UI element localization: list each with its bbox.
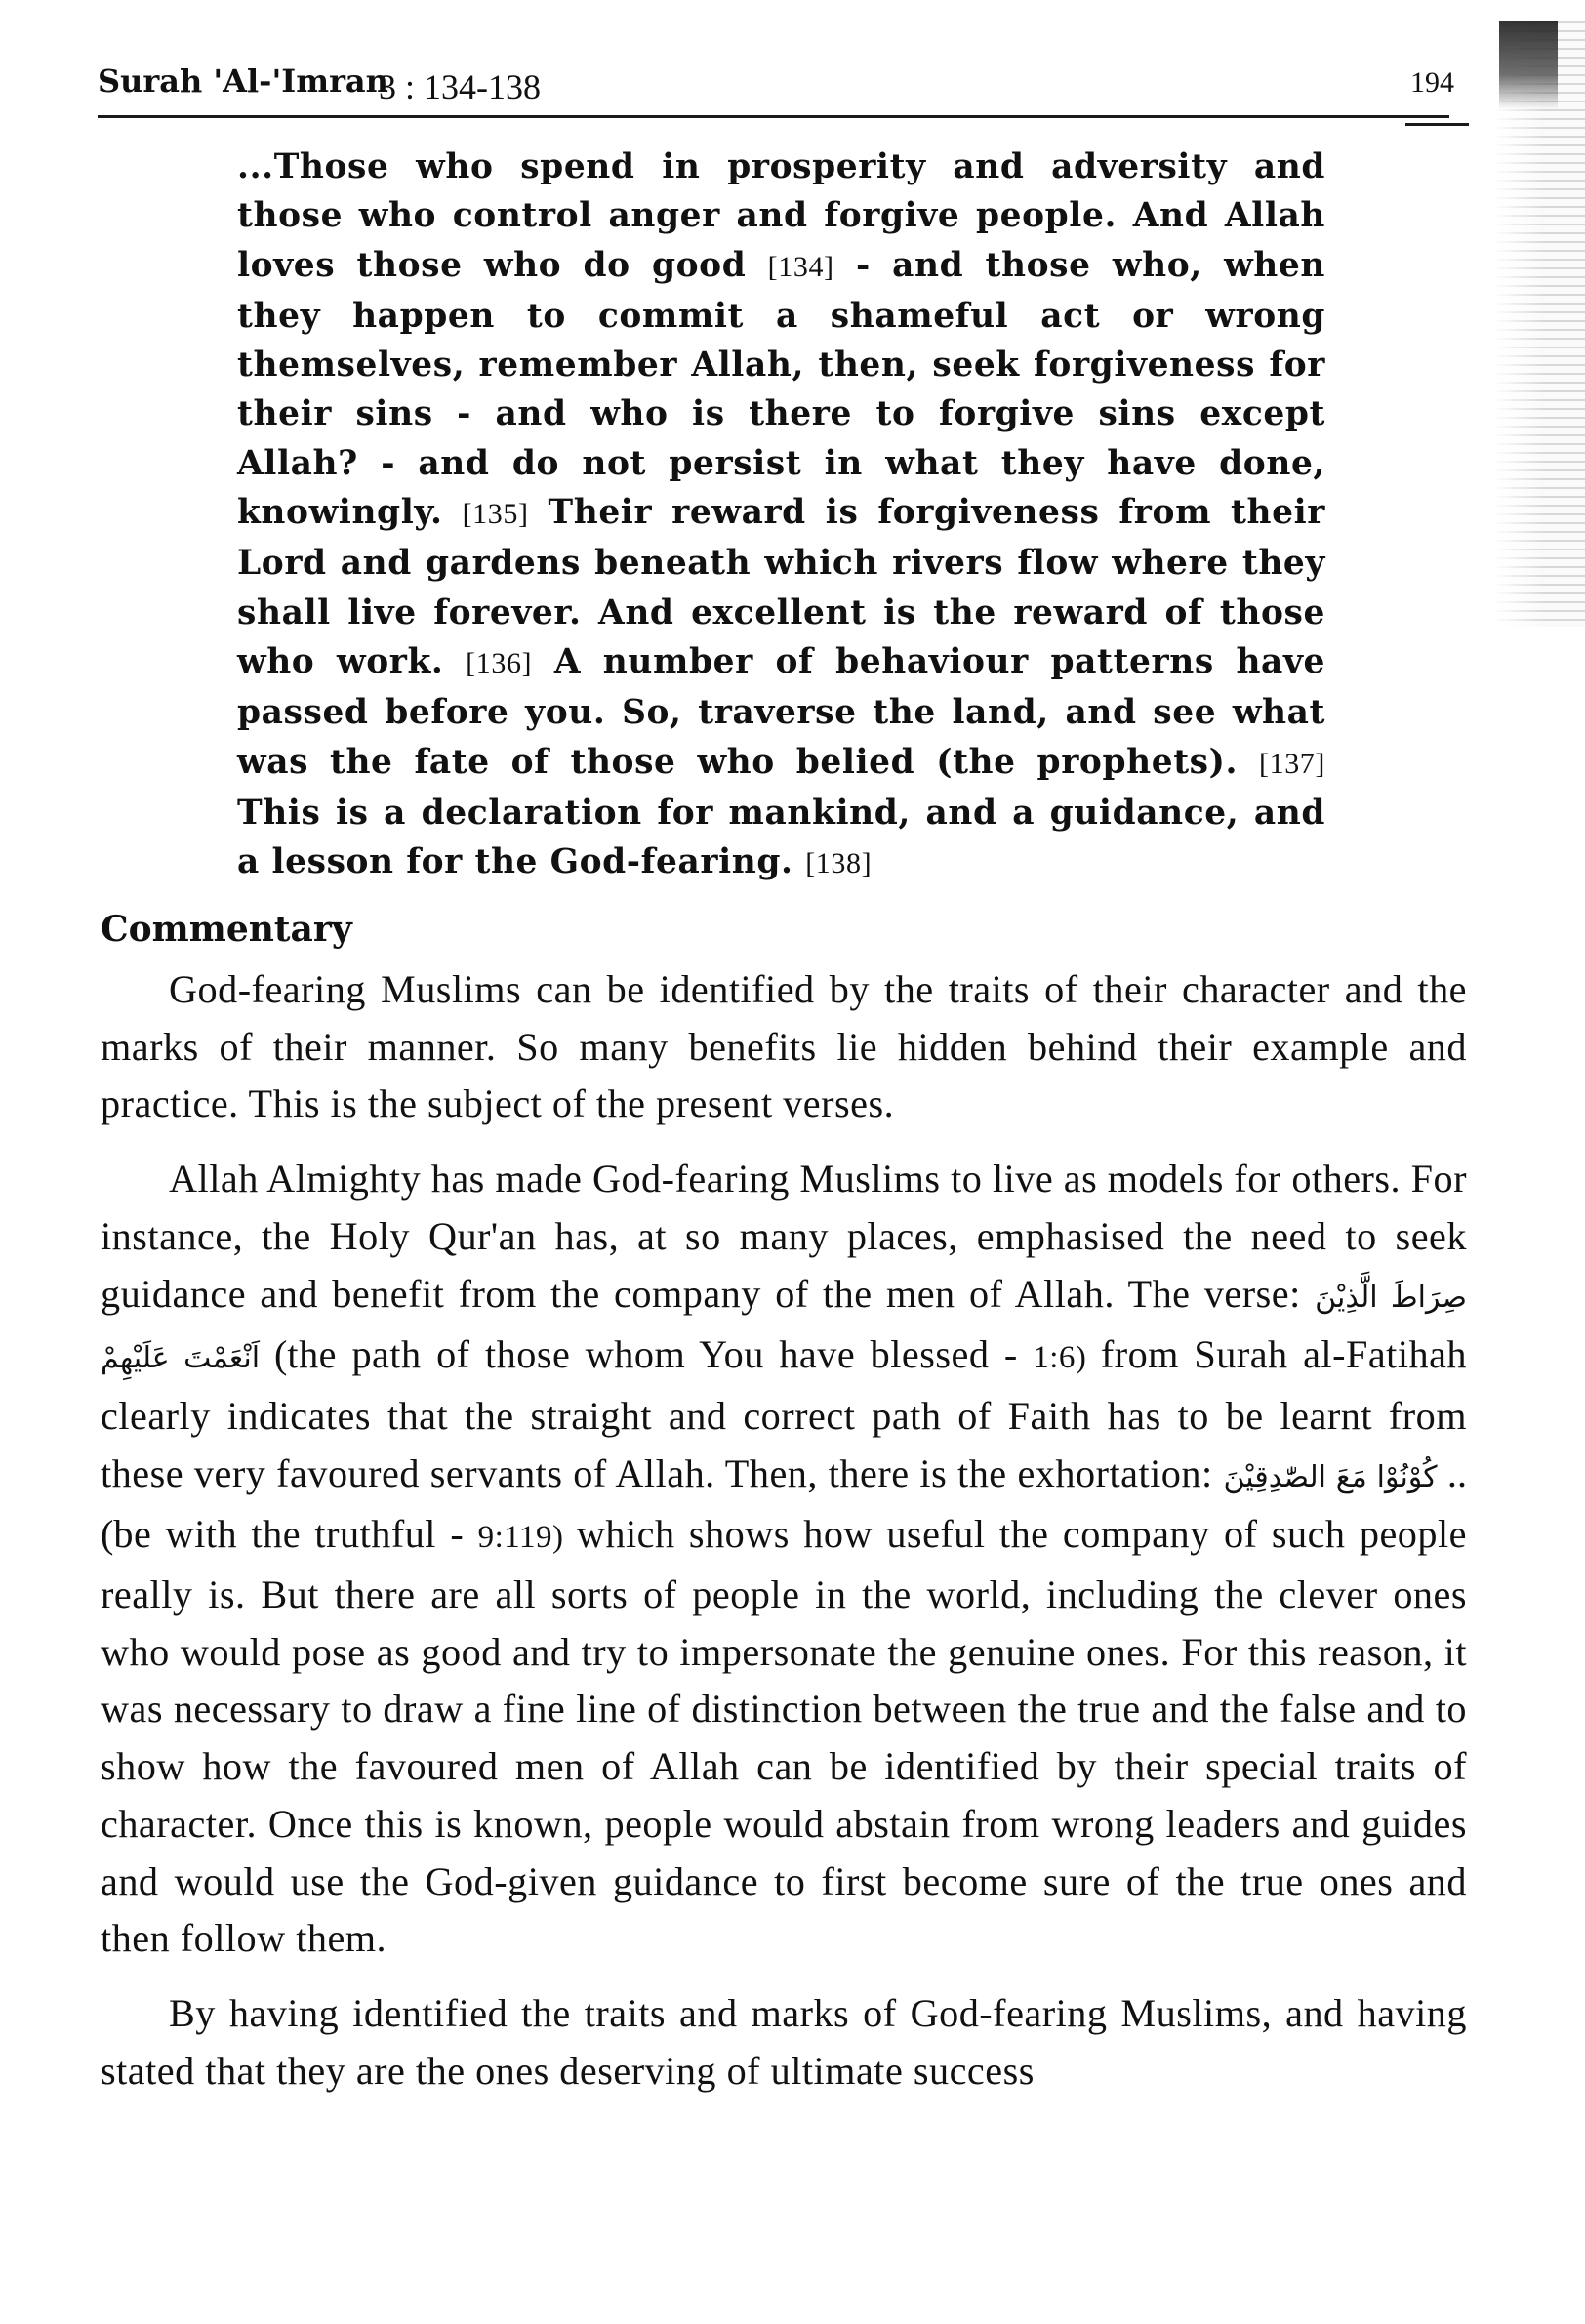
verse-citation: 9:119) bbox=[477, 1520, 563, 1556]
scan-edge-shadow bbox=[1492, 21, 1585, 627]
page-number: 194 bbox=[1410, 66, 1454, 99]
translation-sentence: - and those who, when they happen to commit a shameful act or wrong themselves, remember Allah, then, seek forgiveness for their sins - and who is there to forgive sins except Allah? - and do not persist in what they have done, knowingly. bbox=[237, 245, 1325, 533]
commentary-paragraph bbox=[101, 1151, 1467, 1968]
arabic-quote: كُوْنُوْا مَعَ الصّٰدِقِيْنَ bbox=[1223, 1459, 1438, 1494]
commentary-paragraph: By having identified the traits and marks of God-fearing Muslims, and having stated that they are the ones deserving of ultimate success bbox=[101, 1990, 1467, 2093]
paragraph-text: Allah Almighty has made God-fearing Muslims to live as models for others. For instance, the Holy Qur'an has, at so many places, emphasised the need to seek guidance and benefit from the company of the men of Allah. The verse: bbox=[101, 1157, 1467, 1316]
verse-citation: 1:6) bbox=[1033, 1340, 1086, 1376]
arabic-quote: صِرَاطَ الَّذِيْنَ اَنْعَمْتَ عَلَيْهِمْ bbox=[101, 1280, 1467, 1376]
translation-sentence: ...Those who spend in prosperity and adversity and those who control anger and forgive people. And Allah loves those who do good bbox=[237, 147, 1325, 285]
commentary-paragraph: God-fearing Muslims can be identified by the traits of their character and the marks of their manner. So many benefits lie hidden behind their example and practice. This is the subject of the present verses. bbox=[101, 967, 1467, 1126]
paragraph-text: (the path of those whom You have blessed - bbox=[274, 1332, 1018, 1377]
paragraph-text: which shows how useful the company of such people really is. But there are all sorts of people in the world, including the clever ones who would pose as good and try to impersonate the genuine ones. For this reason, it was necessary to draw a fine line of distinction between the true and the false and to show how the favoured men of Allah can be identified by their special traits of character. Once this is known, people would abstain from wrong leaders and guides and would use the God-given guidance to first become sure of the true ones and then follow them. bbox=[101, 1512, 1467, 1961]
scan-edge-mark bbox=[1499, 21, 1558, 109]
verse-number: [138] bbox=[805, 847, 873, 880]
header-rule-tail bbox=[1405, 123, 1469, 126]
header-rule bbox=[98, 115, 1449, 118]
translation-sentence: Their reward is forgiveness from their Lord and gardens beneath which rivers flow where they shall live forever. And excellent is the reward of those who work. bbox=[237, 493, 1325, 681]
verse-number: [135] bbox=[462, 498, 529, 531]
verse-number: [137] bbox=[1259, 747, 1325, 780]
paragraph-text: .. (be with the truthful - bbox=[101, 1450, 1467, 1557]
verse-number: [136] bbox=[466, 646, 533, 679]
commentary-body bbox=[101, 961, 1467, 2117]
running-header bbox=[98, 62, 1454, 111]
translation-sentence: A number of behaviour patterns have passed before you. So, traverse the land, and see what was the fate of those who belied (the prophets). bbox=[237, 641, 1326, 782]
surah-title: Surah 'Al-'Imran bbox=[98, 62, 388, 100]
verse-number: [134] bbox=[767, 250, 834, 283]
translation-sentence: This is a declaration for mankind, and a guidance, and a lesson for the God-fearing. bbox=[237, 793, 1325, 882]
commentary-heading: Commentary bbox=[101, 909, 352, 950]
verse-range: 3 : 134-138 bbox=[379, 67, 541, 106]
paragraph-text: from Surah al-Fatihah clearly indicates that the straight and correct path of Faith has to be learnt from these very favoured servants of Allah. Then, there is the exhortation: bbox=[101, 1332, 1468, 1495]
verse-translation bbox=[237, 143, 1325, 888]
